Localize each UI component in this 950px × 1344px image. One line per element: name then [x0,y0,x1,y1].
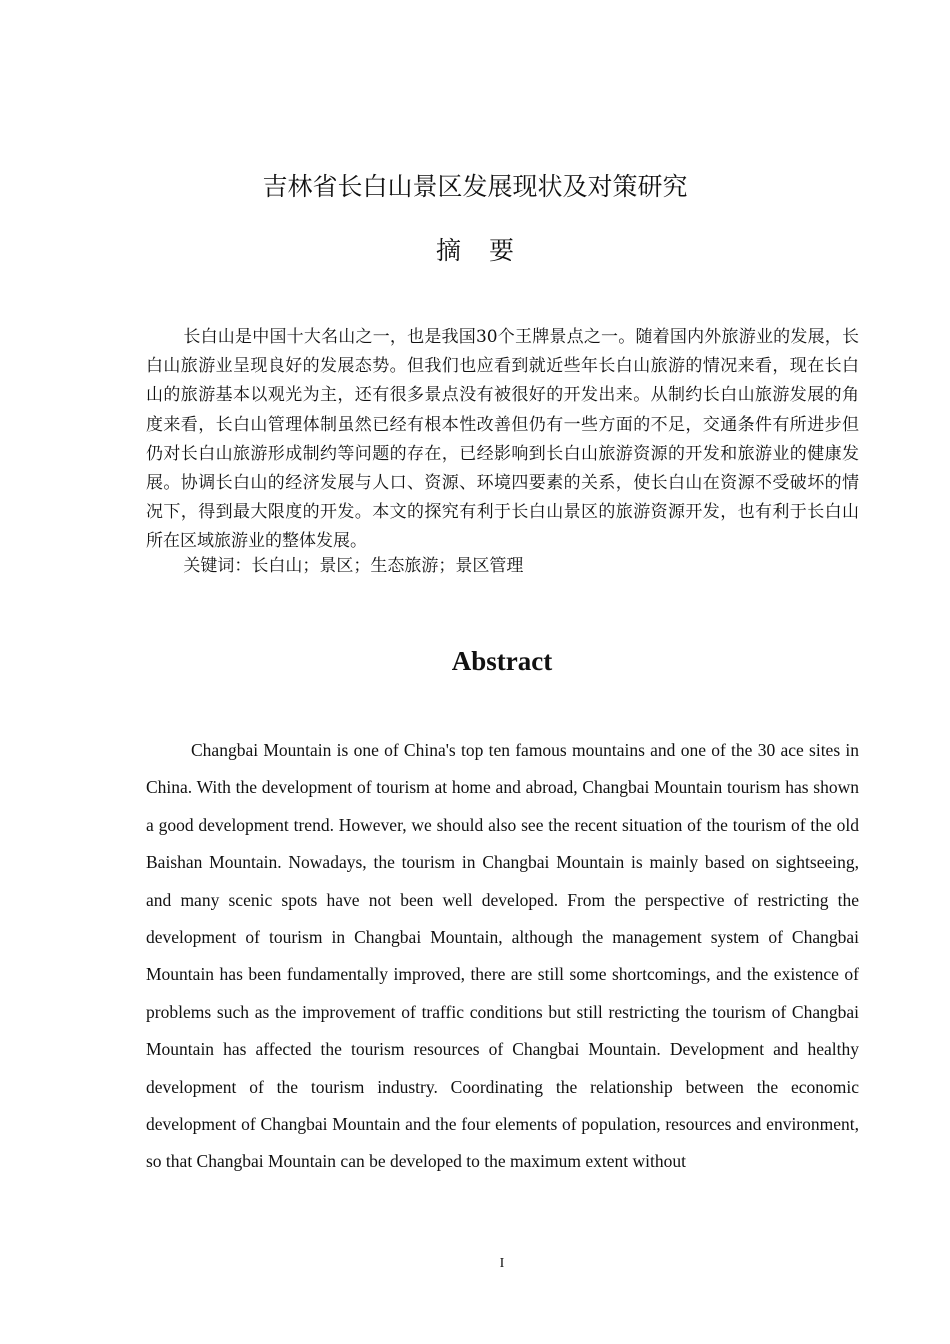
page-title: 吉林省长白山景区发展现状及对策研究 [262,172,688,201]
page-number: I [499,1256,505,1271]
keywords-label: 关键词： [183,556,252,576]
abstract-body-cn: 长白山是中国十大名山之一，也是我国30个王牌景点之一。随着国内外旅游业的发展，长白山旅游业呈现良好的发展态势。但我们也应看到就近些年长白山旅游的情况来看，现在长白山的旅游基本以观光为主，还有很多景点没有被很好的开发出来。从制约长白山旅游发展的角度来看，长白山管理体制虽然已经有根本性改善但仍有一些方面的不足，交通条件有所进步但仍对长白山旅游形成制约等问题的存在，已经影响到长白山旅游资源的开发和旅游业的健康发展。协调长白山的经济发展与人口、资源、环境四要素的关系，使长白山在资源不受破坏的情况下，得到最大限度的开发。本文的探究有利于长白山景区的旅游资源开发，也有利于长白山所在区域旅游业的整体发展。 [146,327,859,552]
abstract-body-en: Changbai Mountain is one of China's top ten famous mountains and one of the 30 ace sites in China. With the development of tourism at home and abroad, Changbai Mountain tourism has shown a good development trend. However, we should also see the recent situation of the tourism of the old Baishan Mountain. Nowadays, the tourism in Changbai Mountain is mainly based on sightseeing, and many scenic spots have not been well developed. From the perspective of restricting the development of tourism in Changbai Mountain, although the management system of Changbai Mountain has been fundamentally improved, there are still some shortcomings, and the existence of problems such as the improvement of traffic conditions but still restricting the tourism of Changbai Mountain has affected the tourism resources of Changbai Mountain. Development and healthy development of the tourism industry. Coordinating the relationship between the economic development of Changbai Mountain and the four elements of population, resources and environment, so that Changbai Mountain can be developed to the maximum extent without [146,740,859,1172]
abstract-heading-en: Abstract [451,646,553,676]
abstract-heading-cn: 摘 要 [436,236,524,265]
keywords-value: 长白山；景区；生态旅游；景区管理 [251,556,524,576]
keywords-line [146,552,859,581]
